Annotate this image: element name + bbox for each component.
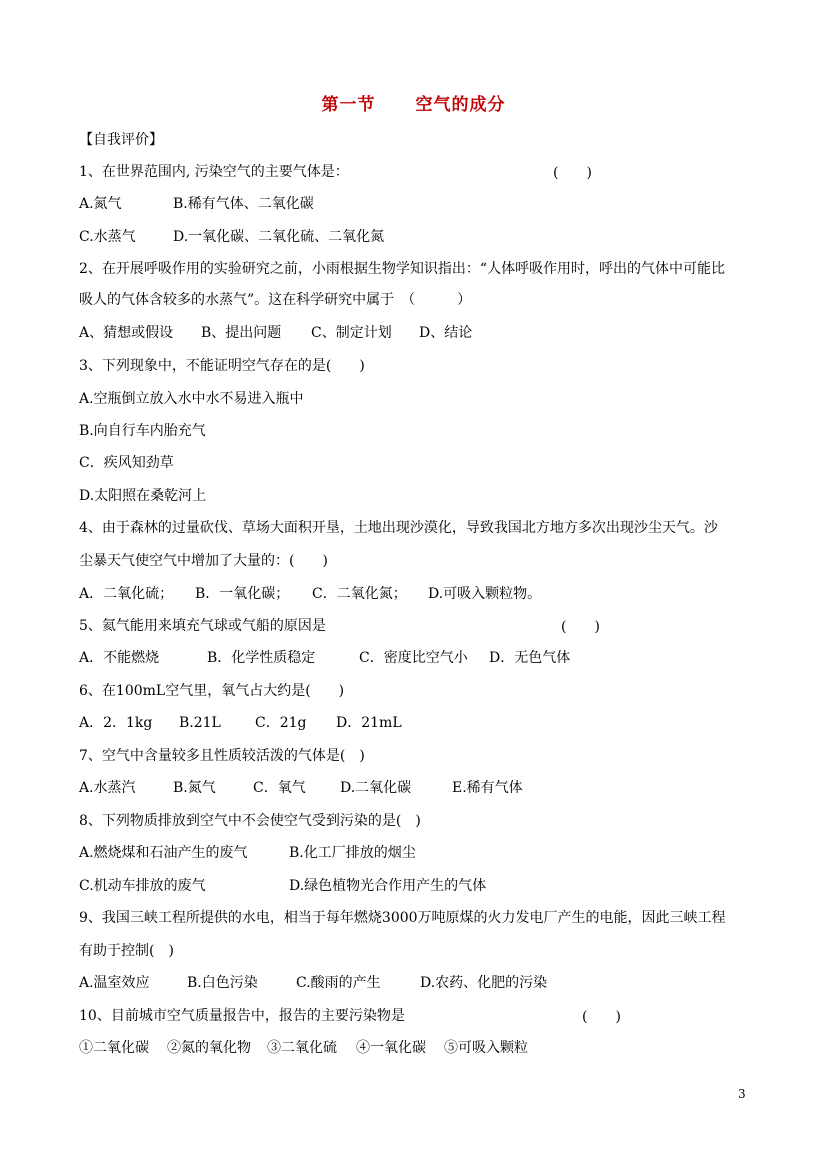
option-a: A．2．1kg [79,715,153,731]
option-c: C、制定计划 [311,325,392,341]
option-a: A.燃烧煤和石油产生的废气 [79,845,248,861]
list-item: ②氮的氧化物 [167,1040,251,1056]
question-6: 6、在100mL空气里，氧气占大约是( ) [79,683,345,699]
question-2-line-1: 2、在开展呼吸作用的实验研究之前，小雨根据生物学知识指出：“人体呼吸作用时，呼出的气体中可能比 [79,261,726,277]
question-7: 7、空气中含量较多且性质较活泼的气体是( ) [79,748,365,764]
option-c: C．21g [255,715,307,731]
question-9-line-1: 9、我国三峡工程所提供的水电，相当于每年燃烧3000万吨原煤的火力发电厂产生的电能，因此三峡工程 [79,910,726,926]
title-section: 第一节 [321,95,376,115]
option-c: C．氧气 [253,780,306,796]
option-a: A．不能燃烧 [79,650,160,666]
option-d: D.可吸入颗粒物。 [428,586,542,602]
page-title [0,90,827,115]
option-a: A．二氧化硫； [79,586,174,602]
option-b: B.化工厂排放的烟尘 [289,845,416,861]
option-d: D．无色气体 [489,650,571,666]
option-c: C.水蒸气 [79,229,136,245]
option-c: C.酸雨的产生 [296,975,381,991]
option-a: A.水蒸汽 [79,780,136,796]
question-9-line-2: 有助于控制( ) [79,943,174,959]
option-b: B.21L [179,715,221,731]
option-d: D.农药、化肥的污染 [420,975,548,991]
question-10: 10、目前城市空气质量报告中，报告的主要污染物是 [79,1008,405,1024]
option-a: A、猜想或假设 [79,325,174,341]
option-b: B.稀有气体、二氧化碳 [173,196,314,212]
question-2-line-2: 吸人的气体含较多的水蒸气”。这在科学研究中属于 （ ） [79,292,472,308]
list-item: ①二氧化碳 [79,1040,149,1056]
section-label: 【自我评价】 [79,132,163,148]
option-b: B、提出问题 [201,325,282,341]
option-d: D.绿色植物光合作用产生的气体 [289,878,487,894]
question-4-line-1: 4、由于森林的过量砍伐、草场大面积开垦，土地出现沙漠化，导致我国北方地方多次出现沙尘天气。沙 [79,520,718,536]
option-d: D、结论 [419,325,473,341]
option-b: B．一氧化碳； [195,586,290,602]
question-1: 1、在世界范围内, 污染空气的主要气体是： [79,164,349,180]
option-d: D.一氧化碳、二氧化硫、二氧化氮 [173,229,385,245]
question-5: 5、氦气能用来填充气球或气船的原因是 [79,618,326,634]
page-number: 3 [738,1087,746,1101]
option-c: C.机动车排放的废气 [79,878,206,894]
option-a: A.空瓶倒立放入水中水不易进入瓶中 [79,391,304,407]
question-8: 8、下列物质排放到空气中不会使空气受到污染的是( ) [79,813,421,829]
list-item: ③二氧化硫 [267,1040,337,1056]
answer-paren-10: ( ) [582,1009,621,1025]
option-b: B.向自行车内胎充气 [79,423,206,439]
option-c: C．疾风知劲草 [79,455,174,471]
question-3: 3、下列现象中，不能证明空气存在的是( ) [79,358,365,374]
option-d: D．21mL [336,715,402,731]
option-a: A.温室效应 [79,975,150,991]
list-item: ④一氧化碳 [356,1040,426,1056]
title-topic: 空气的成分 [415,95,506,115]
list-item: ⑤可吸入颗粒 [444,1040,528,1056]
option-d: D.太阳照在桑乾河上 [79,488,207,504]
question-4-line-2: 尘暴天气使空气中增加了大量的：( ) [79,553,328,569]
answer-paren-1: ( ) [553,165,592,181]
option-c: C．二氧化氮； [312,586,407,602]
option-d: D.二氧化碳 [340,780,412,796]
option-c: C．密度比空气小 [359,650,468,666]
option-b: B.氮气 [173,780,216,796]
option-e: E.稀有气体 [452,780,523,796]
answer-paren-5: ( ) [561,619,600,635]
option-b: B．化学性质稳定 [207,650,316,666]
option-b: B.白色污染 [187,975,258,991]
option-a: A.氮气 [79,196,122,212]
